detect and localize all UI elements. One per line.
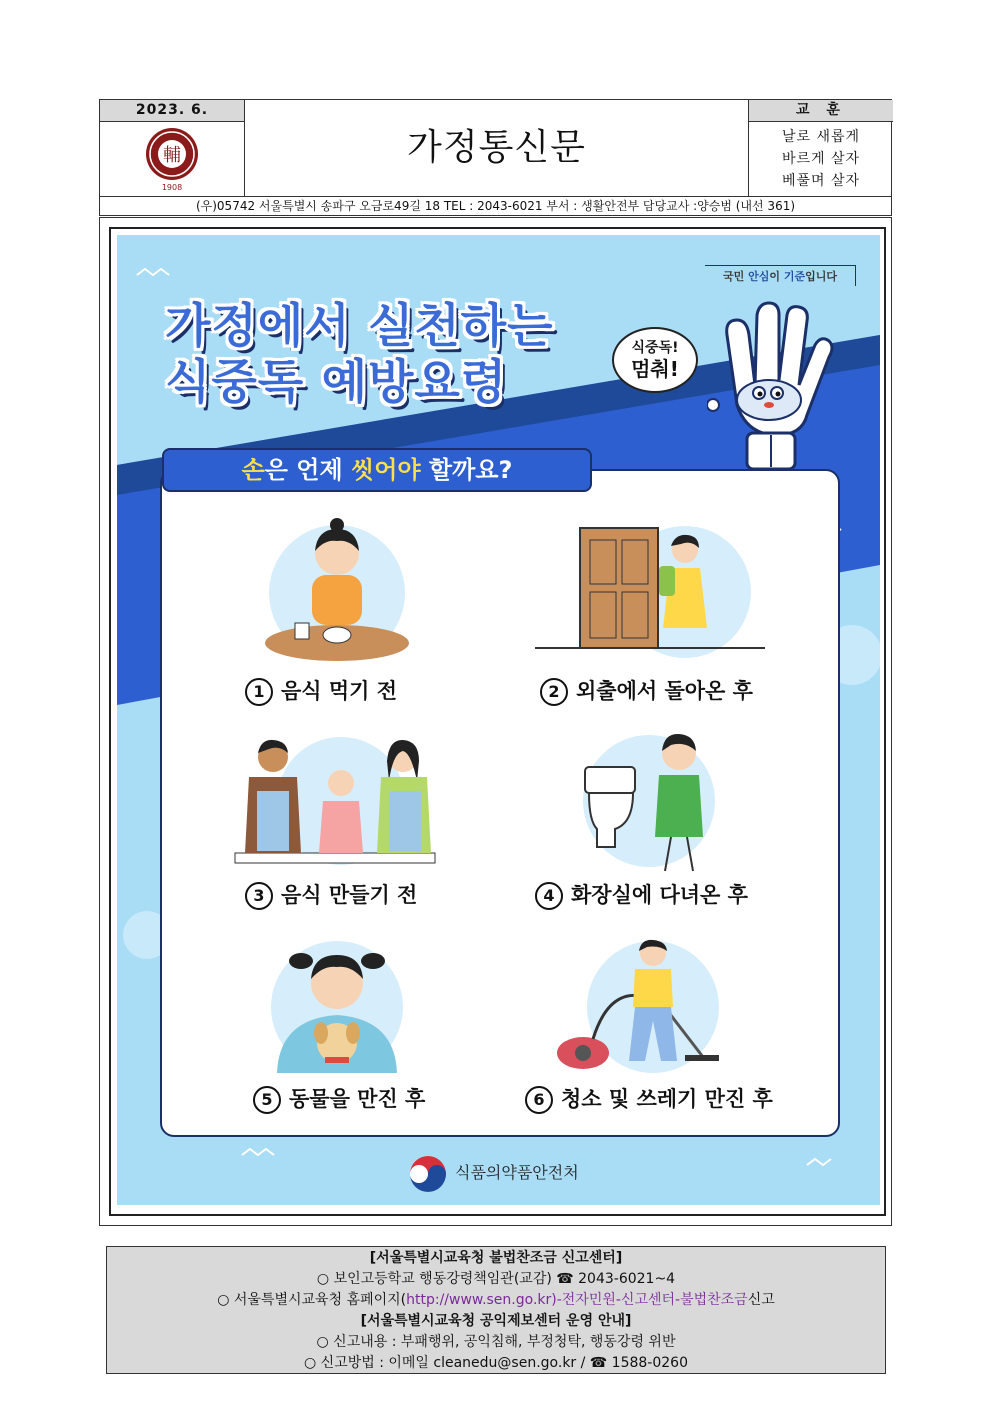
question-highlight: 씻어야	[351, 456, 421, 484]
badge-text: 국민	[723, 270, 749, 283]
badge-text: 이	[769, 270, 784, 283]
poster-headline	[165, 299, 554, 411]
item-number: 5	[253, 1086, 281, 1114]
glove-mascot-icon	[707, 295, 847, 475]
item-number: 4	[535, 882, 563, 910]
school-seal-icon	[100, 122, 245, 196]
item-after-animals	[253, 1085, 425, 1114]
school-motto	[748, 122, 893, 196]
headline-line: 식중독 예방요령	[165, 355, 508, 410]
item-number: 3	[245, 882, 273, 910]
item-text: 청소 및 쓰레기 만진 후	[561, 1087, 773, 1111]
speech-bubble	[612, 327, 698, 393]
info-line: ○ 보인고등학교 행동강령책임관(교감) ☎ 2043-6021~4	[316, 1271, 676, 1287]
motto-line: 바르게 살자	[781, 151, 861, 167]
item-number: 1	[245, 678, 273, 706]
info-text: 신고	[747, 1292, 775, 1308]
item-after-toilet	[535, 881, 748, 910]
question-banner	[162, 448, 592, 492]
toilet-illustration-icon	[567, 731, 737, 876]
item-text: 동물을 만진 후	[289, 1087, 426, 1111]
report-center-info	[106, 1246, 886, 1374]
pet-illustration-icon	[257, 935, 417, 1075]
headline-line: 가정에서 실천하는	[165, 299, 554, 354]
cooking-illustration-icon	[231, 731, 441, 871]
question-highlight: 손	[241, 456, 265, 484]
school-address: (우)05742 서울특별시 송파구 오금로49길 18 TEL : 2043-6021 부서 : 생활안전부 담당교사 :양승범 (내선 361)	[100, 196, 891, 216]
motto-line: 베풀며 살자	[781, 173, 861, 189]
letter-header	[99, 99, 892, 216]
item-after-going-out	[540, 677, 753, 706]
item-number: 6	[525, 1086, 553, 1114]
item-before-cooking	[245, 881, 417, 910]
item-text: 음식 만들기 전	[281, 883, 418, 907]
bubble-line: 식중독!	[631, 340, 679, 356]
vacuum-illustration-icon	[553, 935, 733, 1075]
bubble-line: 멈춰!	[631, 357, 679, 381]
mfds-logo-icon	[409, 1155, 447, 1193]
badge-text: 입니다	[805, 270, 837, 283]
item-number: 2	[540, 678, 568, 706]
agency-name: 식품의약품안전처	[455, 1163, 579, 1182]
item-text: 화장실에 다녀온 후	[571, 883, 748, 907]
badge-strong: 기준	[783, 270, 806, 283]
sen-homepage-link[interactable]: http://www.sen.go.kr)-전자민원-신고센터-불법찬조금	[406, 1292, 748, 1308]
letter-title: 가정통신문	[407, 127, 586, 168]
info-line	[107, 1290, 885, 1311]
info-line: ○ 신고내용 : 부패행위, 공익침해, 부정청탁, 행동강령 위반	[316, 1334, 676, 1350]
badge-strong: 안심	[748, 270, 770, 283]
svg-text:1908: 1908	[161, 183, 183, 192]
motto-line: 날로 새롭게	[781, 129, 861, 145]
motto-heading: 교 훈	[748, 100, 893, 122]
agency-credit	[409, 1153, 579, 1193]
question-text: 할까요?	[420, 456, 513, 484]
info-text: ○ 서울특별시교육청 홈페이지(	[217, 1292, 407, 1308]
item-text: 음식 먹기 전	[281, 679, 398, 703]
food-poisoning-poster	[117, 235, 880, 1205]
info-heading: [서울특별시교육청 공익제보센터 운영 안내]	[360, 1313, 632, 1329]
item-after-cleaning	[525, 1085, 773, 1114]
trust-badge	[705, 265, 856, 286]
eating-illustration-icon	[257, 515, 417, 665]
question-text: 은 언제	[264, 456, 352, 484]
returning-home-illustration-icon	[535, 520, 775, 670]
info-line: ○ 신고방법 : 이메일 cleanedu@sen.go.kr / ☎ 1588-0260	[304, 1355, 688, 1371]
info-heading: [서울특별시교육청 불법찬조금 신고센터]	[369, 1250, 623, 1266]
issue-date: 2023. 6.	[100, 100, 245, 122]
item-text: 외출에서 돌아온 후	[576, 679, 753, 703]
school-seal	[100, 122, 245, 196]
svg-text:輔: 輔	[163, 145, 181, 166]
item-before-eating	[245, 677, 397, 706]
